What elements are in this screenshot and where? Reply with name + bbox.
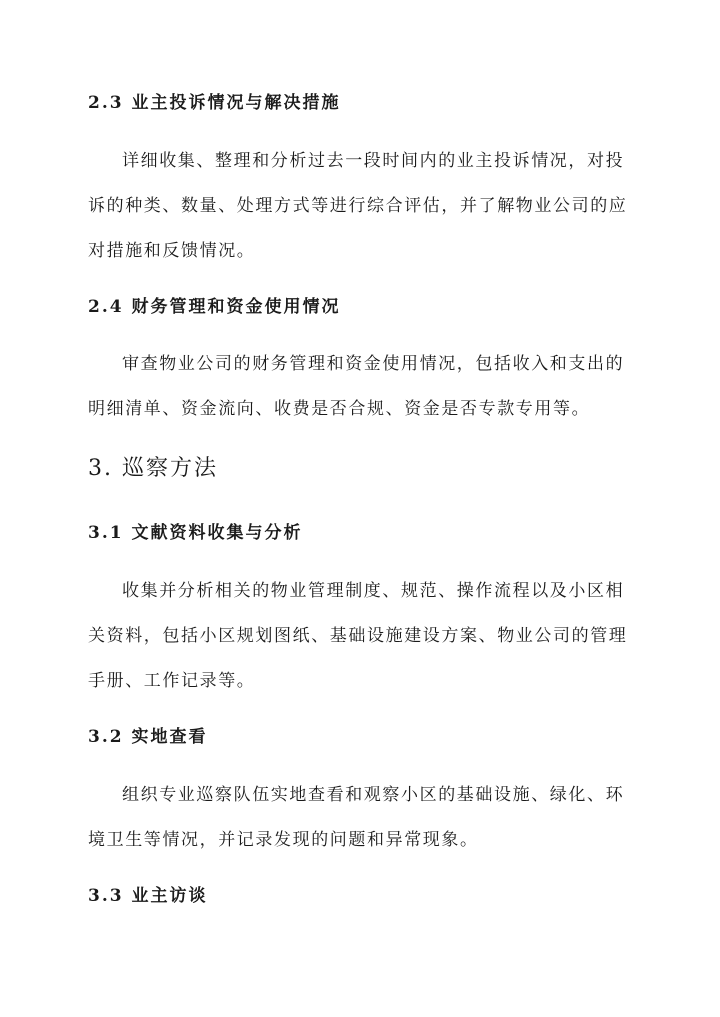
paragraph-line: 境卫生等情况，并记录发现的问题和异常现象。	[88, 830, 479, 850]
paragraph-line: 组织专业巡察队伍实地查看和观察小区的基础设施、绿化、环	[122, 785, 625, 805]
paragraph-line: 对措施和反馈情况。	[88, 241, 256, 261]
section-heading-3-2: 3.2 实地查看	[88, 727, 208, 747]
paragraph-line: 审查物业公司的财务管理和资金使用情况，包括收入和支出的	[122, 354, 625, 374]
paragraph-line: 关资料，包括小区规划图纸、基础设施建设方案、物业公司的管理	[88, 626, 628, 646]
section-heading-3-1: 3.1 文献资料收集与分析	[88, 523, 303, 543]
paragraph-line: 收集并分析相关的物业管理制度、规范、操作流程以及小区相	[122, 581, 625, 601]
section-heading-3: 3. 巡察方法	[88, 456, 218, 481]
section-heading-3-3: 3.3 业主访谈	[88, 886, 208, 906]
paragraph-line: 诉的种类、数量、处理方式等进行综合评估，并了解物业公司的应	[88, 196, 628, 216]
section-heading-2-3: 2.3 业主投诉情况与解决措施	[88, 93, 341, 113]
paragraph-line: 详细收集、整理和分析过去一段时间内的业主投诉情况，对投	[122, 151, 625, 171]
paragraph-line: 明细清单、资金流向、收费是否合规、资金是否专款专用等。	[88, 399, 591, 419]
paragraph-line: 手册、工作记录等。	[88, 671, 256, 691]
section-heading-2-4: 2.4 财务管理和资金使用情况	[88, 297, 341, 317]
